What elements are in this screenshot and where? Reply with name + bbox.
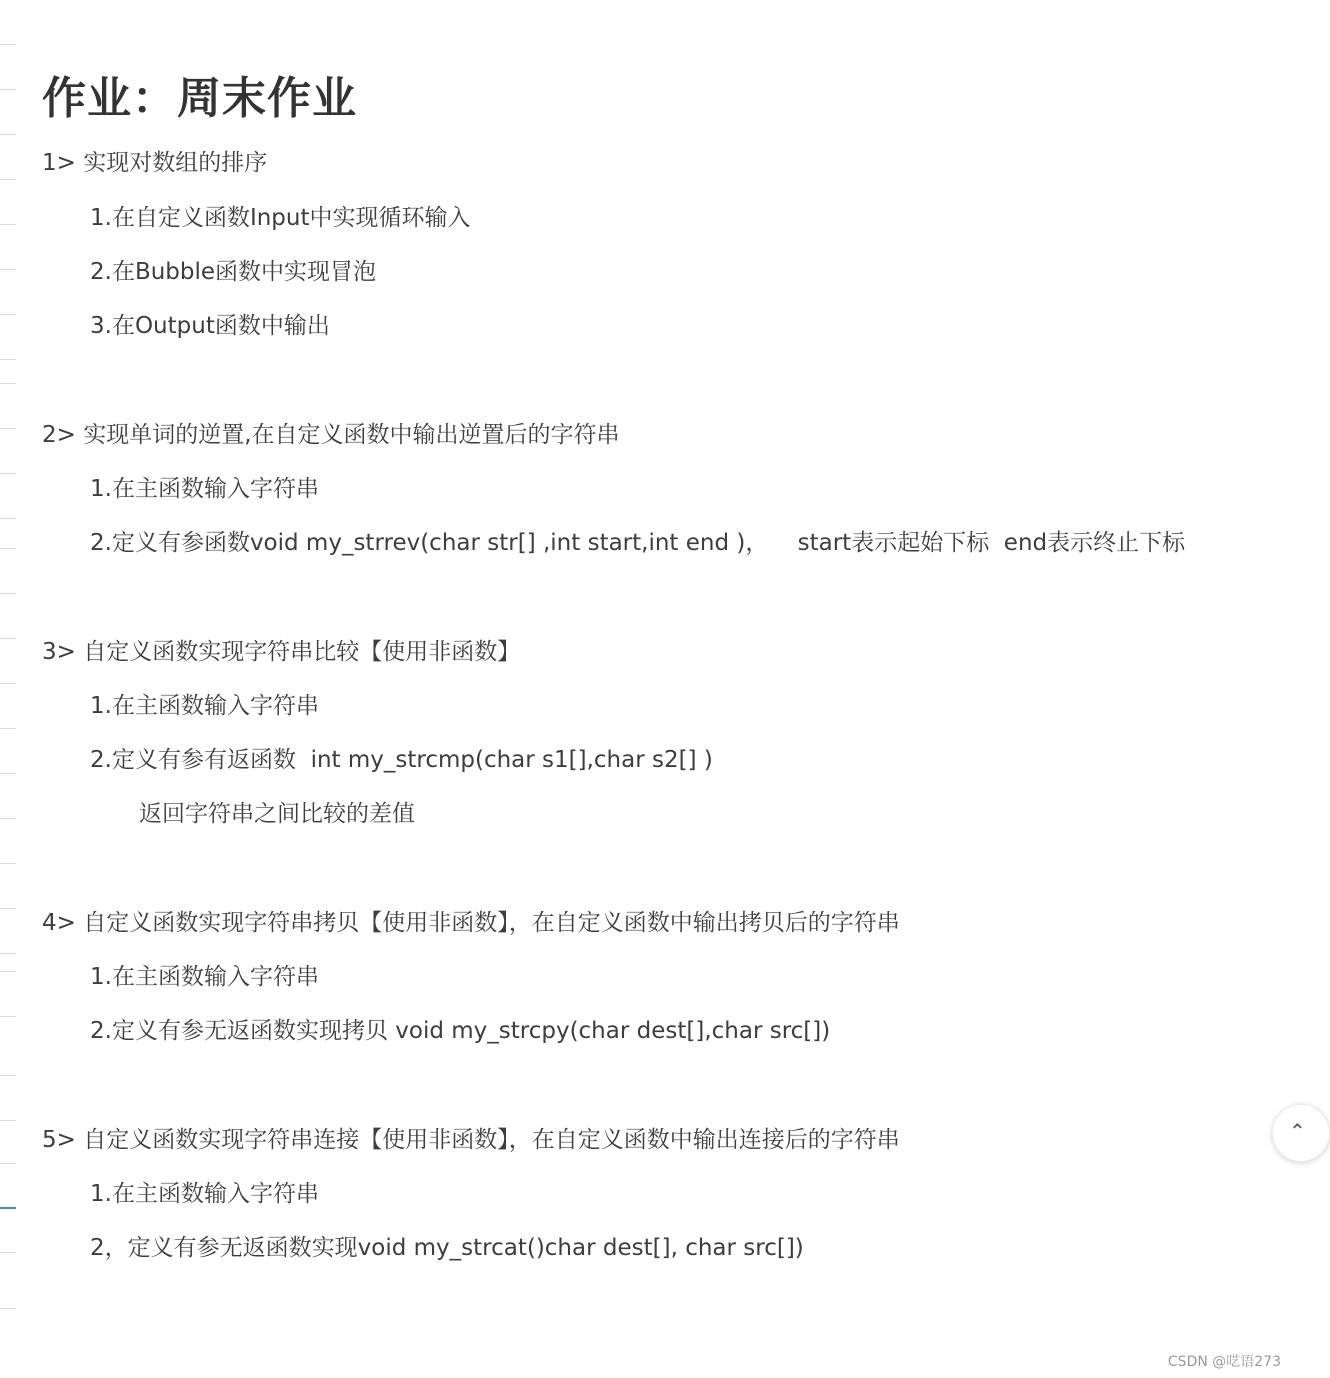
- outline-tick[interactable]: [0, 548, 16, 549]
- outline-tick[interactable]: [0, 953, 16, 954]
- outline-tick[interactable]: [0, 773, 16, 774]
- task-2-item-2: 2.定义有参函数void my_strrev(char str[] ,int start,int end )， start表示起始下标 end表示终止下标: [90, 530, 1186, 556]
- outline-rail: [0, 0, 24, 1378]
- back-to-top-button[interactable]: [1272, 1104, 1330, 1162]
- outline-tick[interactable]: [0, 863, 16, 864]
- task-3-item-2: 2.定义有参有返函数 int my_strcmp(char s1[],char s2[] ): [90, 747, 713, 773]
- outline-tick[interactable]: [0, 134, 16, 135]
- task-1-item-2: 2.在Bubble函数中实现冒泡: [90, 259, 377, 285]
- task-2-item-1: 1.在主函数输入字符串: [90, 476, 319, 502]
- task-1-item-3: 3.在Output函数中输出: [90, 313, 330, 339]
- task-4-item-1: 1.在主函数输入字符串: [90, 964, 319, 990]
- outline-tick[interactable]: [0, 518, 16, 519]
- outline-tick[interactable]: [0, 269, 16, 270]
- outline-tick[interactable]: [0, 683, 16, 684]
- page-title: 作业：周末作业: [42, 73, 357, 124]
- task-3-subitem: 返回字符串之间比较的差值: [139, 801, 415, 827]
- outline-tick[interactable]: [0, 1120, 16, 1121]
- outline-tick[interactable]: [0, 638, 16, 639]
- watermark: CSDN @呓语273: [1167, 1354, 1281, 1370]
- task-4-heading: 4> 自定义函数实现字符串拷贝【使用非函数】，在自定义函数中输出拷贝后的字符串: [42, 910, 900, 936]
- outline-tick[interactable]: [0, 314, 16, 315]
- outline-tick[interactable]: [0, 359, 16, 360]
- task-3-item-1: 1.在主函数输入字符串: [90, 693, 319, 719]
- outline-tick[interactable]: [0, 818, 16, 819]
- outline-tick[interactable]: [0, 1163, 16, 1164]
- outline-tick[interactable]: [0, 428, 16, 429]
- outline-tick-active[interactable]: [0, 1207, 16, 1209]
- outline-tick[interactable]: [0, 179, 16, 180]
- task-1-item-1: 1.在自定义函数Input中实现循环输入: [90, 205, 471, 231]
- outline-tick[interactable]: [0, 224, 16, 225]
- outline-tick[interactable]: [0, 593, 16, 594]
- outline-tick[interactable]: [0, 1016, 16, 1017]
- outline-tick[interactable]: [0, 1252, 16, 1253]
- outline-tick[interactable]: [0, 1308, 16, 1309]
- task-1-heading: 1> 实现对数组的排序: [42, 150, 268, 176]
- task-3-heading: 3> 自定义函数实现字符串比较【使用非函数】: [42, 639, 521, 665]
- task-5-item-1: 1.在主函数输入字符串: [90, 1181, 319, 1207]
- outline-tick[interactable]: [0, 908, 16, 909]
- outline-tick[interactable]: [0, 44, 16, 45]
- outline-tick[interactable]: [0, 728, 16, 729]
- task-5-heading: 5> 自定义函数实现字符串连接【使用非函数】，在自定义函数中输出连接后的字符串: [42, 1127, 900, 1153]
- outline-tick[interactable]: [0, 473, 16, 474]
- outline-tick[interactable]: [0, 971, 16, 972]
- outline-tick[interactable]: [0, 1075, 16, 1076]
- back-to-top-icon: ⌃: [1289, 1119, 1306, 1143]
- task-2-heading: 2> 实现单词的逆置,在自定义函数中输出逆置后的字符串: [42, 422, 620, 448]
- outline-tick[interactable]: [0, 89, 16, 90]
- task-4-item-2: 2.定义有参无返函数实现拷贝 void my_strcpy(char dest[],char src[]): [90, 1018, 831, 1044]
- task-5-item-2: 2，定义有参无返函数实现void my_strcat()char dest[], char src[]): [90, 1235, 804, 1261]
- outline-tick[interactable]: [0, 383, 16, 384]
